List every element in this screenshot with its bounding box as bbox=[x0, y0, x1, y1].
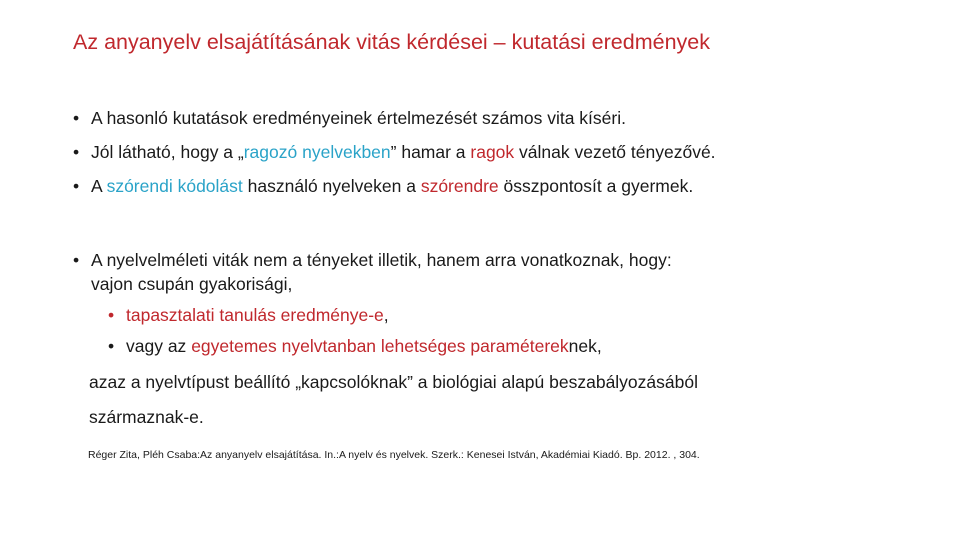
line-text: Jól látható, hogy a „ bbox=[91, 142, 244, 162]
line-text: nek, bbox=[568, 336, 602, 356]
sub-bullet-marker: • bbox=[108, 305, 115, 325]
line-text: használó nyelveken a bbox=[242, 176, 421, 196]
bullet-line-2 bbox=[73, 140, 716, 164]
highlight-red: egyetemes nyelvtanban lehetséges paraméterek bbox=[191, 336, 569, 356]
continuation-line: származnak-e. bbox=[89, 407, 204, 427]
sub-bullet-2 bbox=[108, 334, 602, 358]
bullet-line-3 bbox=[73, 174, 693, 198]
line-text: válnak vezető tényezővé. bbox=[514, 142, 716, 162]
highlight-red: tapasztalati tanulás eredménye-e bbox=[126, 305, 384, 325]
slide-title: Az anyanyelv elsajátításának vitás kérdései – kutatási eredmények bbox=[73, 30, 710, 54]
bullet-marker: • bbox=[73, 250, 80, 270]
bullet-line-1 bbox=[73, 106, 626, 130]
line-text: A bbox=[91, 176, 107, 196]
highlight-blue: ragozó nyelvekben bbox=[243, 142, 391, 162]
line-text: A nyelvelméleti viták nem a tényeket illetik, hanem arra vonatkoznak, hogy: bbox=[91, 250, 672, 270]
sub-bullet-marker: • bbox=[108, 336, 115, 356]
line-text: , bbox=[383, 305, 389, 325]
highlight-red: ragok bbox=[470, 142, 515, 162]
bullet-line-4 bbox=[73, 248, 672, 272]
bullet-marker: • bbox=[73, 142, 80, 162]
bullet-marker: • bbox=[73, 108, 80, 128]
sub-bullet-1 bbox=[108, 303, 389, 327]
line-text: ” hamar a bbox=[390, 142, 471, 162]
continuation-line: azaz a nyelvtípust beállító „kapcsolóknak” a biológiai alapú beszabályozásából bbox=[89, 372, 698, 392]
line-text: összpontosít a gyermek. bbox=[498, 176, 694, 196]
citation: Réger Zita, Pléh Csaba:Az anyanyelv elsajátítása. In.:A nyelv és nyelvek. Szerk.: Kenesei István, Akadémiai Kiadó. Bp. 2012. , 304. bbox=[88, 449, 700, 461]
continuation-line: vajon csupán gyakorisági, bbox=[91, 274, 293, 294]
highlight-blue: szórendi kódolást bbox=[106, 176, 243, 196]
highlight-red: szórendre bbox=[420, 176, 499, 196]
bullet-marker: • bbox=[73, 176, 80, 196]
line-text: A hasonló kutatások eredményeinek értelmezését számos vita kíséri. bbox=[91, 108, 626, 128]
line-text: vagy az bbox=[126, 336, 192, 356]
